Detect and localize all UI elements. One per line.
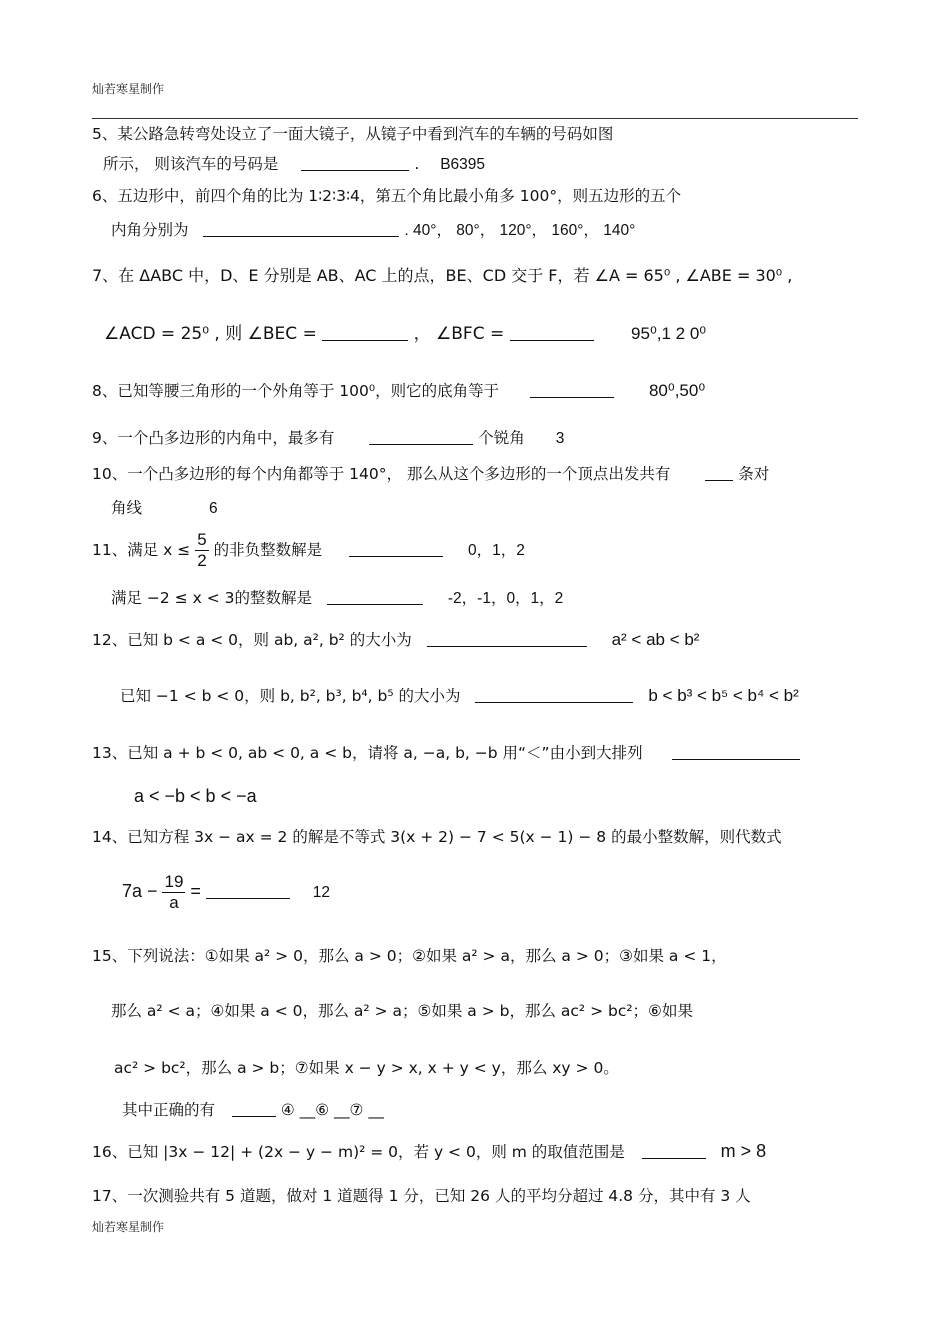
q17-line: 17、一次测验共有 5 道题，做对 1 道题得 1 分，已知 26 人的平均分超过 4.8 分，其中有 3 人 bbox=[92, 1187, 751, 1205]
q10-after: 条对 bbox=[738, 465, 770, 483]
q12-line2 bbox=[120, 686, 799, 706]
q15-line4 bbox=[122, 1100, 384, 1120]
q15-line1: 15、下列说法：①如果 a² > 0，那么 a > 0；②如果 a² > a，那么 a > 0；③如果 a < 1， bbox=[92, 947, 727, 965]
q11-post: 的非负整数解是 bbox=[213, 541, 323, 559]
q14-line2 bbox=[122, 872, 330, 913]
q16-answer: m > 8 bbox=[720, 1141, 767, 1161]
q14-fraction-den: a bbox=[169, 893, 179, 912]
q11-fraction bbox=[195, 530, 208, 571]
q16-text: 16、已知 |3x − 12| + (2x − y − m)² = 0，若 y < 0，则 m 的取值范围是 bbox=[92, 1143, 625, 1161]
q12-answer2: b < b³ < b⁵ < b⁴ < b² bbox=[648, 686, 799, 705]
q7-blank-bec bbox=[322, 324, 408, 341]
q13-text: 13、已知 a + b < 0, ab < 0, a < b，请将 a, −a, b, −b 用“＜”由小到大排列 bbox=[92, 744, 643, 762]
q12-answer1: a² < ab < b² bbox=[611, 630, 700, 649]
q15-line3: ac² > bc²，那么 a > b；⑦如果 x − y > x, x + y < y，那么 xy > 0。 bbox=[114, 1059, 619, 1077]
page-header: 灿若寒星制作 bbox=[92, 82, 165, 96]
q11-line1 bbox=[92, 530, 525, 571]
q9-after: 个锐角 bbox=[478, 429, 525, 447]
q14-post: = bbox=[190, 881, 201, 901]
q16-blank bbox=[642, 1142, 706, 1159]
q11-label2: 满足 −2 ≤ x < 3的整数解是 bbox=[111, 589, 312, 607]
q8-blank bbox=[530, 381, 614, 398]
q7-label-b: ， ∠BFC = bbox=[413, 324, 505, 344]
q9-blank bbox=[369, 428, 473, 445]
q14-blank bbox=[206, 882, 290, 899]
q8-text: 8、已知等腰三角形的一个外角等于 100⁰，则它的底角等于 bbox=[92, 382, 500, 400]
q10-label: 角线 bbox=[111, 499, 143, 517]
q9-answer: 3 bbox=[555, 430, 565, 447]
q12-blank1 bbox=[427, 630, 587, 647]
q13-line1 bbox=[92, 743, 800, 763]
q15-line2: 那么 a² < a；④如果 a < 0，那么 a² > a；⑤如果 a > b，那么 ac² > bc²；⑥如果 bbox=[111, 1002, 693, 1020]
q9-text: 9、一个凸多边形的内角中，最多有 bbox=[92, 429, 335, 447]
q11-pre: 11、满足 x ≤ bbox=[92, 541, 191, 559]
q8-answer: 80⁰,50⁰ bbox=[648, 381, 706, 400]
q6-line2 bbox=[111, 220, 635, 241]
q6-blank bbox=[203, 220, 399, 237]
q5-blank bbox=[301, 154, 409, 171]
q12-line1 bbox=[92, 630, 699, 650]
q14-line1: 14、已知方程 3x − ax = 2 的解是不等式 3(x + 2) − 7 < 5(x − 1) − 8 的最小整数解，则代数式 bbox=[92, 828, 782, 846]
q5-line1: 5、某公路急转弯处设立了一面大镜子，从镜子中看到汽车的车辆的号码如图 bbox=[92, 125, 614, 143]
q11-answer2: -2，-1，0，1，2 bbox=[447, 590, 564, 607]
q6-label: 内角分别为 bbox=[111, 221, 189, 239]
q14-pre: 7a − bbox=[122, 881, 158, 901]
q16-line bbox=[92, 1141, 766, 1162]
q5-line2 bbox=[103, 154, 485, 175]
q11-answer1: 0，1，2 bbox=[467, 542, 525, 559]
q11-blank2 bbox=[327, 588, 423, 605]
q11-fraction-num: 5 bbox=[197, 530, 207, 549]
q13-blank bbox=[672, 743, 800, 760]
q10-text: 10、一个凸多边形的每个内角都等于 140°， 那么从这个多边形的一个顶点出发共有 bbox=[92, 465, 671, 483]
q7-label-a: ∠ACD = 25⁰ , 则 ∠BEC = bbox=[104, 324, 317, 344]
q5-label: 所示， 则该汽车的号码是 bbox=[103, 155, 279, 173]
q14-fraction bbox=[162, 872, 185, 913]
q6-line1: 6、五边形中，前四个角的比为 1∶2∶3∶4，第五个角比最小角多 100°，则五边形的五个 bbox=[92, 187, 682, 205]
q12-text2: 已知 −1 < b < 0，则 b, b², b³, b⁴, b⁵ 的大小为 bbox=[120, 687, 461, 705]
q5-end: . bbox=[414, 155, 420, 173]
q10-line2 bbox=[111, 498, 218, 519]
q15-label: 其中正确的有 bbox=[122, 1101, 216, 1119]
q12-blank2 bbox=[475, 686, 633, 703]
q11-line2 bbox=[111, 588, 563, 609]
q8-line bbox=[92, 381, 705, 401]
q14-fraction-num: 19 bbox=[164, 872, 184, 891]
q7-answer: 95⁰,1 2 0⁰ bbox=[631, 324, 707, 343]
q12-text1: 12、已知 b < a < 0，则 ab, a², b² 的大小为 bbox=[92, 631, 412, 649]
q11-fraction-den: 2 bbox=[197, 551, 207, 570]
q6-answer: . 40°， 80°， 120°， 160°， 140° bbox=[404, 222, 636, 239]
q5-answer: B6395 bbox=[440, 156, 486, 173]
q9-line bbox=[92, 428, 564, 449]
q11-blank1 bbox=[349, 540, 443, 557]
q10-line1 bbox=[92, 464, 769, 484]
q13-answer: a < −b < b < −a bbox=[134, 786, 257, 806]
q14-answer: 12 bbox=[312, 884, 330, 901]
q7-line1: 7、在 ΔABC 中，D、E 分别是 AB、AC 上的点，BE、CD 交于 F，若 ∠A = 65⁰ , ∠ABE = 30⁰ , bbox=[92, 266, 793, 285]
q7-line2 bbox=[104, 324, 706, 344]
q10-blank bbox=[705, 464, 733, 481]
header-rule bbox=[92, 118, 858, 119]
q15-answer: ④ __⑥ __⑦ __ bbox=[280, 1101, 384, 1119]
page-footer: 灿若寒星制作 bbox=[92, 1220, 165, 1234]
q10-answer: 6 bbox=[208, 500, 218, 517]
q15-blank bbox=[232, 1100, 276, 1117]
q7-blank-bfc bbox=[510, 324, 594, 341]
